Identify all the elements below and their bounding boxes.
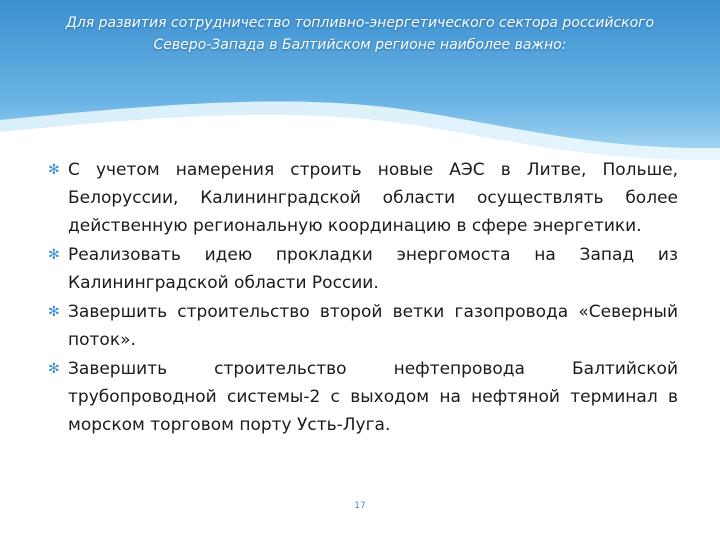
bullet-list bbox=[48, 156, 678, 440]
slide-title: Для развития сотрудничество топливно-энергетического сектора российского Северо-Запада в Балтийском регионе наиболее важно: bbox=[65, 15, 655, 53]
list-item bbox=[48, 241, 678, 297]
list-item-text: С учетом намерения строить новые АЭС в Литве, Польше, Белоруссии, Калининградской области осуществлять более действенную региональную координацию в сфере энергетики. bbox=[68, 160, 678, 236]
asterisk-bullet-icon: ✻ bbox=[48, 304, 60, 320]
list-item-text: Завершить строительство второй ветки газопровода «Северный поток». bbox=[68, 302, 678, 350]
asterisk-bullet-icon: ✻ bbox=[48, 247, 60, 263]
list-item-text: Завершить строительство нефтепровода Балтийской трубопроводной системы-2 с выходом на нефтяной терминал в морском торговом порту Усть-Луга. bbox=[68, 359, 678, 435]
list-item-text: Реализовать идею прокладки энергомоста на Запад из Калининградской области России. bbox=[68, 245, 678, 293]
asterisk-bullet-icon: ✻ bbox=[48, 361, 60, 377]
asterisk-bullet-icon: ✻ bbox=[48, 162, 60, 178]
header-banner bbox=[0, 0, 720, 160]
list-item bbox=[48, 355, 678, 439]
list-item bbox=[48, 156, 678, 240]
page-number: 17 bbox=[354, 501, 366, 511]
list-item bbox=[48, 298, 678, 354]
